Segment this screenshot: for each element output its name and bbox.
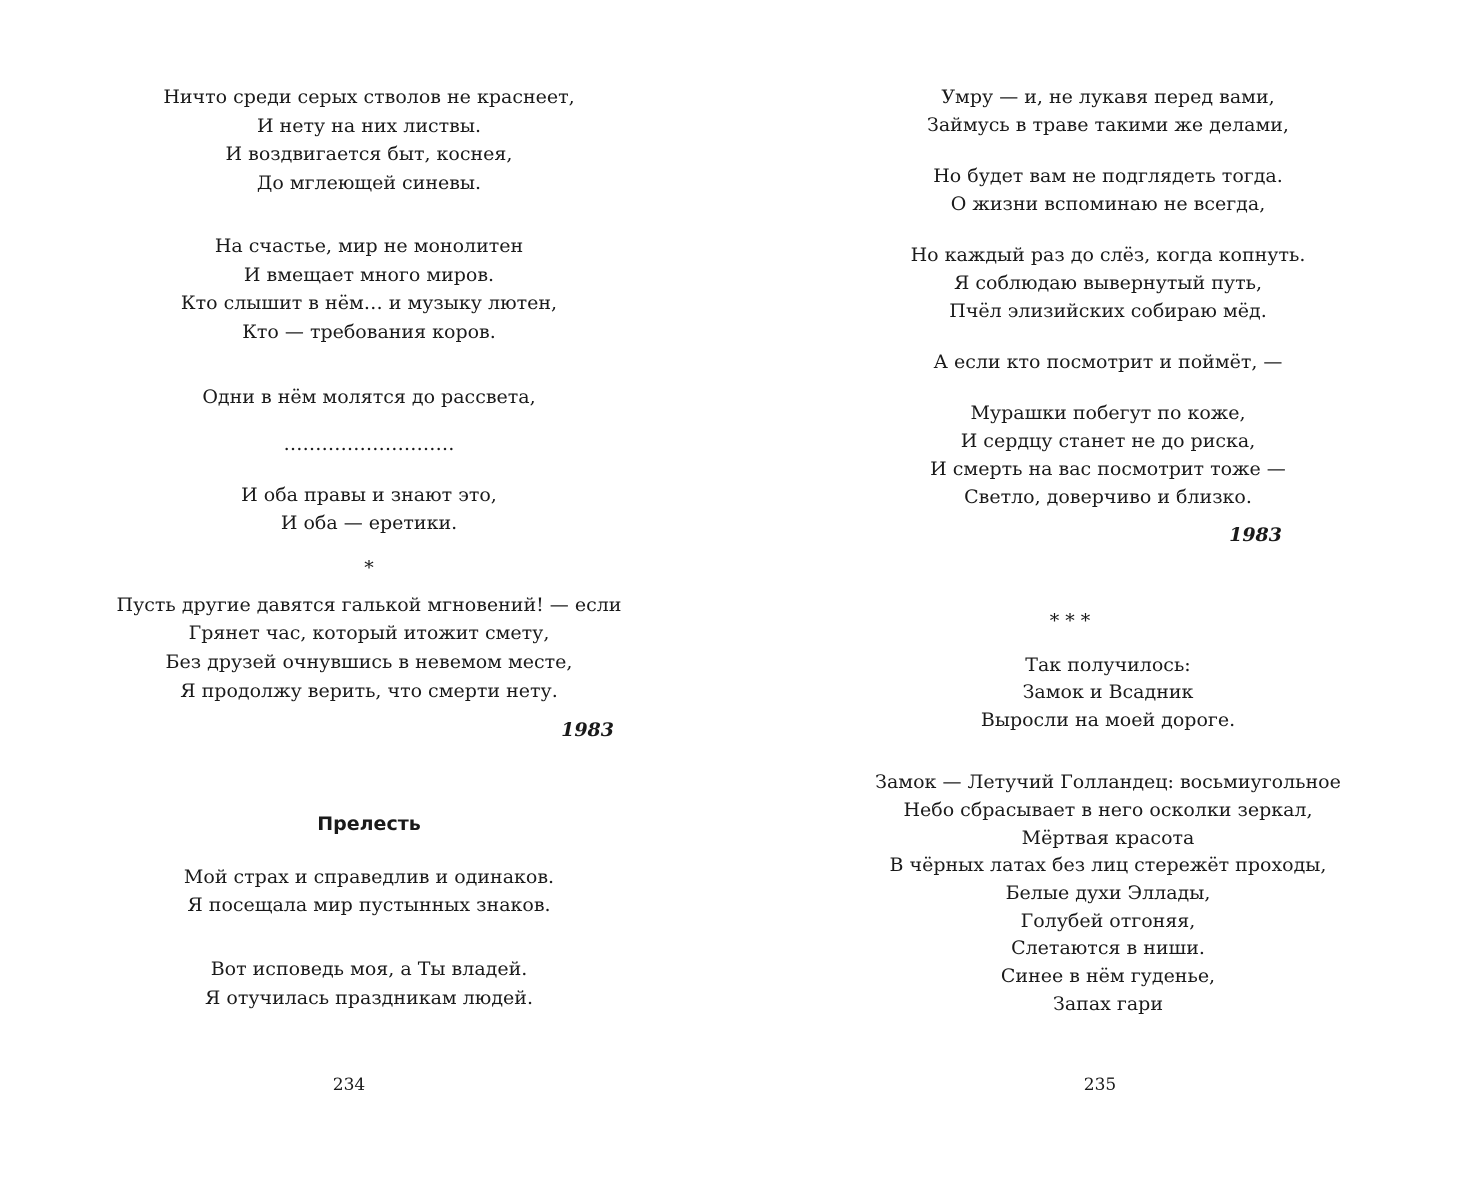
poem-line: Голубей отгоняя,: [1020, 910, 1196, 932]
poem-line: И оба — еретики.: [280, 512, 458, 534]
poem-line: И сердцу станет не до риска,: [960, 430, 1256, 452]
poem-line: До мглеющей синевы.: [256, 172, 482, 194]
poem-line: Я соблюдаю вывернутый путь,: [954, 272, 1262, 294]
section-separator: * * *: [1049, 610, 1091, 632]
poem-line: И смерть на вас посмотрит тоже —: [930, 458, 1286, 480]
poem-line: О жизни вспоминаю не всегда,: [950, 193, 1266, 215]
poem-line: Я посещала мир пустынных знаков.: [187, 894, 551, 916]
poem-year: 1983: [1229, 524, 1282, 546]
poem-year: 1983: [561, 719, 614, 741]
poem-line: Мёртвая красота: [1021, 827, 1195, 849]
poem-line: Ничто среди серых стволов не краснеет,: [163, 86, 575, 108]
poem-line: Кто — требования коров.: [242, 321, 496, 343]
poem-line: Небо сбрасывает в него осколки зеркал,: [903, 799, 1313, 821]
poem-line: Выросли на моей дороге.: [980, 709, 1236, 731]
poem-line: Пчёл элизийских собираю мёд.: [949, 300, 1267, 322]
poem-line: Но каждый раз до слёз, когда копнуть.: [910, 244, 1306, 266]
poem-line: В чёрных латах без лиц стережёт проходы,: [889, 854, 1327, 876]
ellipsis-line: ………………………: [283, 433, 455, 455]
poem-line: Без друзей очнувшись в невемом месте,: [165, 651, 573, 673]
poem-line: Займусь в траве такими же делами,: [927, 114, 1289, 136]
poem-line: Одни в нём молятся до рассвета,: [202, 386, 536, 408]
poem-line: И воздвигается быт, коснея,: [225, 143, 513, 165]
poem-line: Кто слышит в нём… и музыку лютен,: [180, 292, 558, 314]
poem-line: Я отучилась праздникам людей.: [205, 987, 533, 1009]
poem-line: Запах гари: [1052, 993, 1164, 1015]
poem-title: Прелесть: [317, 813, 421, 835]
poem-line: Белые духи Эллады,: [1005, 882, 1211, 904]
poem-line: И оба правы и знают это,: [241, 484, 497, 506]
right-page: [739, 0, 1477, 1182]
poem-line: Так получилось:: [1025, 654, 1191, 676]
poem-line: Замок — Летучий Голландец: восьмиугольное: [875, 771, 1341, 793]
poem-line: Но будет вам не подглядеть тогда.: [933, 165, 1283, 187]
poem-line: Умру — и, не лукавя перед вами,: [941, 86, 1275, 108]
poem-line: И вмещает много миров.: [243, 264, 495, 286]
poem-line: Мой страх и справедлив и одинаков.: [183, 866, 555, 888]
poem-line: Слетаются в ниши.: [1011, 937, 1205, 959]
poem-line: И нету на них листвы.: [256, 115, 482, 137]
poem-line: Вот исповедь моя, а Ты владей.: [210, 958, 528, 980]
poem-line: Я продолжу верить, что смерти нету.: [180, 680, 558, 702]
poem-line: Пусть другие давятся галькой мгновений! — если: [116, 594, 622, 616]
asterisk-divider: *: [364, 557, 374, 579]
poem-line: Мурашки побегут по коже,: [970, 402, 1246, 424]
poem-line: Замок и Всадник: [1022, 681, 1194, 703]
left-page: [0, 0, 738, 1182]
page-number: 235: [1083, 1075, 1117, 1095]
poem-line: А если кто посмотрит и поймёт, —: [933, 351, 1283, 373]
poem-line: Синее в нём гуденье,: [1000, 965, 1216, 987]
poem-line: На счастье, мир не монолитен: [214, 235, 524, 257]
poem-line: Грянет час, который итожит смету,: [188, 622, 550, 644]
page-number: 234: [332, 1075, 366, 1095]
poem-line: Светло, доверчиво и близко.: [964, 486, 1252, 508]
